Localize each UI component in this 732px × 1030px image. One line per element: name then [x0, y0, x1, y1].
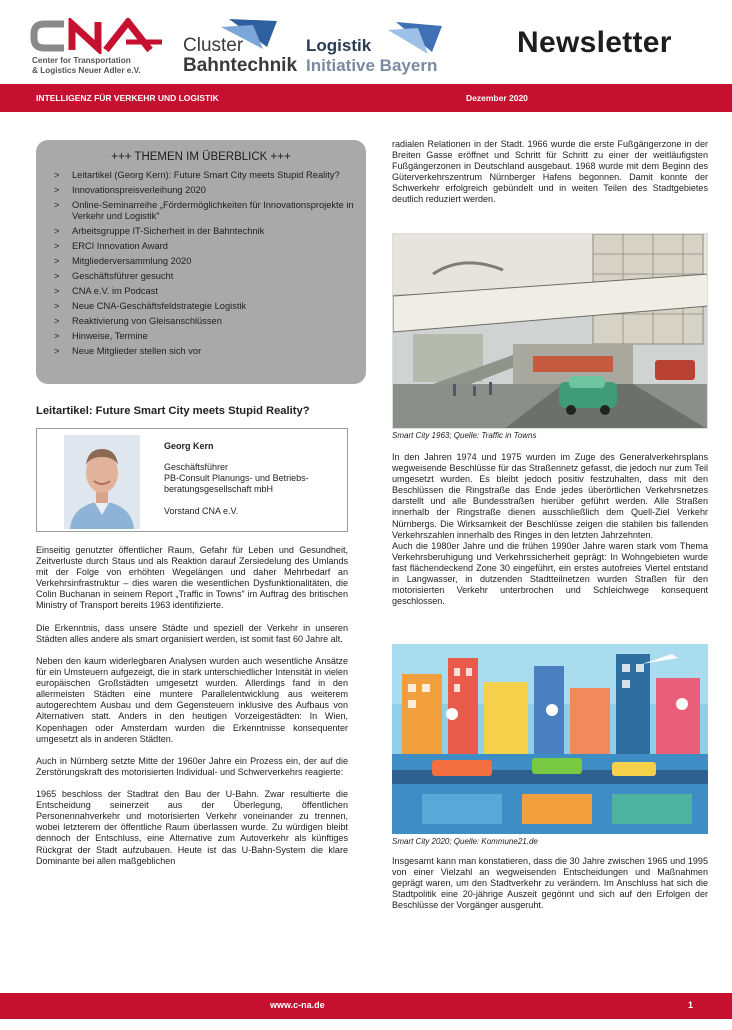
city-2020-illustration — [392, 644, 708, 834]
cna-subtitle-line2: & Logistics Neuer Adler e.V. — [32, 65, 141, 75]
band-tagline: INTELLIGENZ FÜR VERKEHR UND LOGISTIK — [36, 93, 219, 103]
footer-url-link[interactable]: www.c-na.de — [270, 1000, 325, 1010]
newsletter-title: Newsletter — [517, 26, 672, 59]
band-date: Dezember 2020 — [466, 93, 528, 103]
chevron-right-icon: > — [54, 170, 60, 180]
themes-item-text: Online-Seminarreihe „Fördermöglichkeiten für Innovationsprojekte in Verkehr und Logistik" — [72, 200, 354, 222]
author-info — [164, 441, 309, 517]
themes-item-text: Reaktivierung von Gleisanschlüssen — [72, 316, 222, 327]
logistik-line2: Initiative Bayern — [306, 56, 438, 75]
smart-city-1963-image — [392, 233, 708, 429]
logistik-initiative-logo — [306, 20, 446, 80]
chevron-right-icon: > — [54, 241, 60, 252]
article-paragraph: Neben den kaum widerlegbaren Analysen wurden auch wesentliche Ansätze für ein Umsteuern aufgezeigt, die in stark unterschiedlicher Intensität in vielen europäischen Großstädten umgesetzt wurden. Allerdings fand in den allermeisten Städten eine muntere Parallelentwicklung aus weiterem autogerechtem Ausbau und dem Gegensteuern inklusive des Aufbaus von Alternativen statt. Anders in den heutigen Vorzeigestädten: In Wien, Kopenhagen oder Amsterdam wurden die Erkenntnisse konsequenter umgesetzt als in anderen Städten. — [36, 655, 348, 744]
lead-article-title: Leitartikel: Future Smart City meets Stupid Reality? — [36, 405, 310, 417]
chevron-right-icon: > — [54, 331, 60, 342]
themes-list-item — [54, 241, 354, 252]
themes-item-text: Mitgliederversammlung 2020 — [72, 256, 192, 267]
chevron-right-icon: > — [54, 301, 60, 312]
right-column-bottom-text — [392, 856, 708, 923]
cluster-bahntechnik-logo — [183, 17, 298, 79]
themes-list-item — [54, 200, 354, 223]
chevron-right-icon: > — [54, 185, 60, 195]
themes-overview-box — [36, 140, 366, 384]
themes-list-item — [54, 256, 354, 267]
top-band — [0, 84, 732, 112]
article-paragraph: Auch in Nürnberg setzte Mitte der 1960er Jahre ein Prozess ein, der auf die Zerstörungskraft des motorisierten Individual- und Schwerverkehrs reagierte: — [36, 755, 348, 777]
article-paragraph: 1965 beschloss der Stadtrat den Bau der U-Bahn. Zwar resultierte die Entscheidung seinerzeit aus der Überlegung, öffentlichen Personennahverkehr und motorisierten Verkehr voneinander zu trennen, wobei letzterem der öffentliche Raum überlassen wurde. Zu würdigen bleibt dennoch der Entschluss, eine Alternative zum Autoverkehr als künftiges Rückgrat der Stadt aufzubauen. Heute ist das U-Bahn-System die klare Dominante bei allen maßgeblichen — [36, 789, 348, 866]
themes-item-text: Arbeitsgruppe IT-Sicherheit in der Bahntechnik — [72, 226, 265, 237]
cluster-line2: Bahntechnik — [183, 55, 298, 76]
author-company-line1: PB-Consult Planungs- und Betriebs- — [164, 473, 309, 483]
logistik-wing-icon — [388, 20, 444, 54]
article-paragraph: Auch die 1980er Jahre und die frühen 1990er Jahre waren stark vom Thema Verkehrsberuhigung und Verkehrssicherheit geprägt: In Wohngebieten wurde fast flächendeckend Zone 30 eingeführt, ein erstes autofreies Viertel entstand in Langwasser, in dutzenden Stadtteilnetzen wurden Straßen für den motorisierten Verkehr unterbrochen und Schleichwege konsequent geschlossen. — [392, 540, 708, 607]
themes-list-item — [54, 226, 354, 237]
cna-logo — [30, 18, 170, 78]
image-caption-2020: Smart City 2020; Quelle: Kommune21.de — [392, 837, 538, 846]
themes-list-item — [54, 346, 354, 357]
chevron-right-icon: > — [54, 316, 60, 327]
themes-list-item — [54, 331, 354, 342]
chevron-right-icon: > — [54, 271, 60, 282]
author-portrait-image — [64, 435, 140, 529]
left-column-text — [36, 545, 348, 878]
chevron-right-icon: > — [54, 226, 60, 237]
themes-list-item — [54, 316, 354, 327]
themes-heading: +++ THEMEN IM ÜBERBLICK +++ — [111, 151, 291, 163]
page-number: 1 — [688, 1000, 694, 1010]
image-caption-1963: Smart City 1963; Quelle: Traffic in Towns — [392, 431, 537, 440]
right-column-top-text — [392, 139, 708, 217]
chevron-right-icon: > — [54, 346, 60, 357]
article-paragraph: Einseitig genutzter öffentlicher Raum, Gefahr für Leben und Gesundheit, Zeitverluste durch Staus und als Reaktion darauf Zersiedelung des Umlands mit der Folge von erhöhten Wegelängen und daher Mehrbedarf an Verkehrsinfrastruktur – dies waren die wesentlichen Dysfunktionalitäten, die Colin Buchanan in seinem Report „Traffic in Towns" im Auftrag des britischen Ministry of Transport bereits 1963 identifizierte. — [36, 545, 348, 611]
author-box — [36, 428, 348, 532]
chevron-right-icon: > — [54, 256, 60, 267]
author-company-line2: beratungsgesellschaft mbH — [164, 484, 274, 494]
themes-item-text: CNA e.V. im Podcast — [72, 286, 158, 297]
themes-list-item — [54, 301, 354, 312]
page-header — [0, 0, 732, 84]
city-1963-illustration — [393, 234, 708, 429]
chevron-right-icon: > — [54, 200, 60, 210]
footer-band — [0, 993, 732, 1019]
logistik-line1: Logistik — [306, 36, 372, 55]
article-paragraph: radialen Relationen in der Stadt. 1966 wurde die erste Fußgängerzone in der Breiten Gasse eröffnet und Schritt für Schritt zu einer der weitläufigsten Fußgängerzonen in Deutschland ausgebaut. 1968 wurde mit dem Beginn des Güterverkehrszentrum Nürnberger Hafens begonnen. Damit konnte der Schwerkehr erfolgreich gebündelt und in weiten Teilen des Stadtgebietes deutlich reduziert werden. — [392, 139, 708, 205]
themes-item-text: Hinweise, Termine — [72, 331, 148, 342]
article-paragraph: In den Jahren 1974 und 1975 wurden im Zuge des Generalverkehrsplans wegweisende Beschlüsse für das Straßennetz gefasst, die jedoch nur zum Teil umgesetzt wurden. Es bleibt jedoch positiv festzuhalten, dass mit den Beschlüssen die Ringstraße das Ende jedes überörtlichen Verkehrsnetzes darstellt und alle Bundesstraßen hierüber geführt werden. Alle Straßen innerhalb der Ringstraße dienen ausschließlich dem Quell-Ziel Verkehr Nürnbergs. Die Wirksamkeit der Beschlüsse zeigen die stabilen bis fallenden Verkehrszahlen innerhalb des Ringes in den letzten Jahrzehnten. — [392, 452, 708, 540]
themes-list — [54, 170, 354, 361]
cna-logo-subtitle — [32, 56, 141, 75]
author-role: Geschäftsführer — [164, 462, 229, 472]
article-paragraph: Die Erkenntnis, dass unsere Städte und speziell der Verkehr in unseren Städten alles andere als smart organisiert werden, ist somit fast 60 Jahre alt. — [36, 622, 348, 644]
themes-item-text: Leitartikel (Georg Kern): Future Smart City meets Stupid Reality? — [72, 170, 340, 180]
themes-list-item — [54, 185, 354, 196]
cna-subtitle-line1: Center for Transportation — [32, 56, 131, 65]
right-column-middle-text — [392, 452, 708, 618]
themes-item-text: Geschäftsführer gesucht — [72, 271, 174, 282]
chevron-right-icon: > — [54, 286, 60, 297]
smart-city-2020-image — [392, 644, 708, 834]
themes-list-item — [54, 170, 354, 181]
cluster-line1: Cluster — [183, 35, 244, 56]
themes-item-text: Neue CNA-Geschäftsfeldstrategie Logistik — [72, 301, 247, 312]
cna-logo-mark — [30, 18, 170, 54]
author-board: Vorstand CNA e.V. — [164, 506, 239, 516]
themes-item-text: Innovationspreisverleihung 2020 — [72, 185, 206, 195]
themes-item-text: Neue Mitglieder stellen sich vor — [72, 346, 202, 357]
author-name: Georg Kern — [164, 441, 214, 451]
themes-list-item — [54, 286, 354, 297]
author-photo — [64, 435, 140, 529]
themes-list-item — [54, 271, 354, 282]
themes-item-text: ERCI Innovation Award — [72, 241, 168, 252]
article-paragraph: Insgesamt kann man konstatieren, dass die 30 Jahre zwischen 1965 und 1995 von einer Vielzahl an wegweisenden Entscheidungen und Maßnahmen geprägt waren, um den Stadtverkehr zu verändern. Im Anschluss hat sich die Stadtpolitik eine 20-jährige Auszeit gegönnt und sich auf den Erfolgen der Beschlüsse der Vorgänger ausgeruht. — [392, 856, 708, 911]
